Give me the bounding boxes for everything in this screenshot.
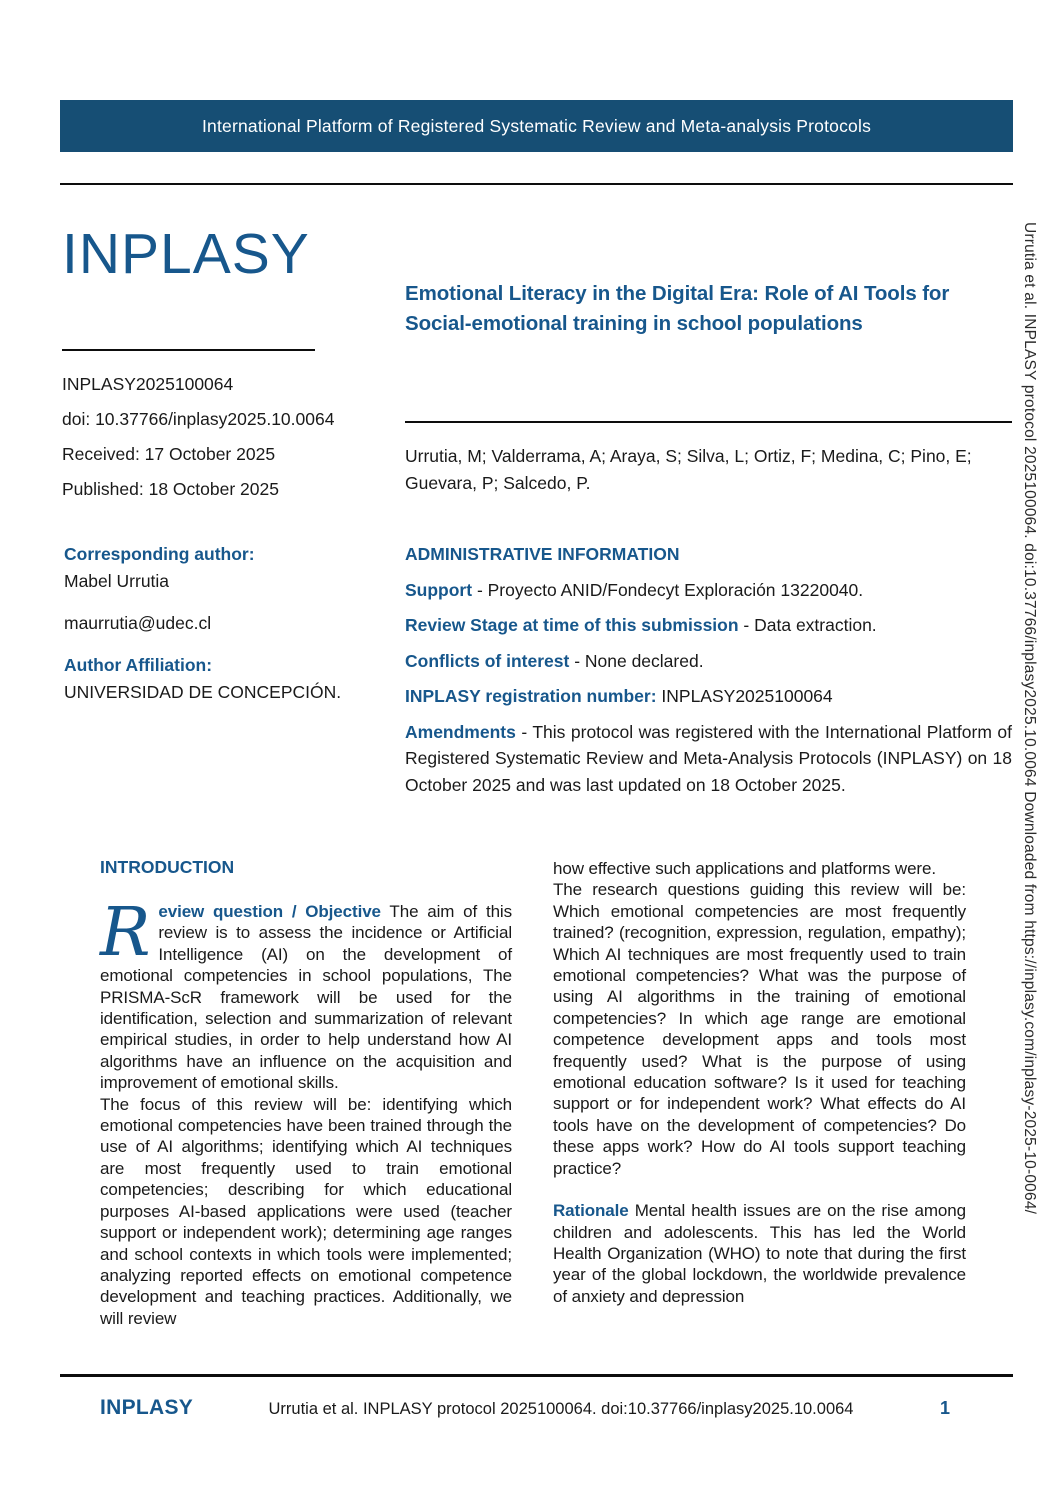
focus-paragraph: The focus of this review will be: identifying which emotional competencies have been trained through the use of AI algorithms; identifying which AI techniques are most frequently used to train emotional competencies; describing for which educational purposes AI-based applications were used (teacher support or independent work); determining age ranges and school contexts in which tools were implemented; analyzing reported effects on emotional competence development and teaching practices. Additionally, we will review [100, 1094, 512, 1328]
admin-value: INPLASY2025100064 [656, 686, 833, 706]
introduction-heading: INTRODUCTION [100, 857, 235, 877]
doi-line: doi: 10.37766/inplasy2025.10.0064 [62, 409, 335, 429]
review-question-label: eview question / Objective [158, 902, 381, 921]
logo-divider [62, 349, 315, 351]
introduction-left-column [100, 893, 513, 1329]
top-divider [60, 183, 1013, 185]
affiliation-name: UNIVERSIDAD DE CONCEPCIÓN. [64, 682, 342, 702]
admin-label: Review Stage at time of this submission [405, 615, 739, 635]
admin-item-registration-number [405, 683, 1012, 710]
admin-item-review-stage [405, 612, 1012, 639]
corresponding-author-email: maurrutia@udec.cl [64, 613, 212, 633]
admin-value: - Proyecto ANID/Fondecyt Exploración 13220040. [472, 579, 864, 600]
author-panel [64, 541, 404, 706]
admin-value: - Data extraction. [738, 615, 877, 635]
administrative-information [405, 541, 1012, 807]
admin-value: - This protocol was registered with the International Platform of Registered Systematic Review and Meta-Analysis Protocols (INPLASY) on 18 October 2025 and was last updated on 18 October 2025. [405, 721, 1012, 795]
admin-label: Support [405, 579, 473, 600]
admin-item-support [405, 577, 1012, 604]
article-title: Emotional Literacy in the Digital Era: Role of AI Tools for Social-emotional training in school populations [405, 282, 950, 335]
rationale-paragraph [553, 1200, 966, 1307]
sidebar-citation: Urrutia et al. INPLASY protocol 2025100064. doi:10.37766/inplasy2025.10.0064 Downloaded from https://inplasy.com/inplasy-2025-10-0064/ [1021, 222, 1038, 1215]
continuation-paragraph: how effective such applications and platforms were. [553, 859, 936, 878]
masthead [62, 222, 402, 515]
rationale-text: Mental health issues are on the rise among children and adolescents. This has led the World Health Organization (WHO) to note that during the first year of the global lockdown, the worldwide prevalence of anxiety and depression [553, 1201, 966, 1306]
author-list: Urrutia, M; Valderrama, A; Araya, S; Silva, L; Ortiz, F; Medina, C; Pino, E; Guevara, P; Salcedo, P. [405, 446, 972, 493]
affiliation-label: Author Affiliation: [64, 655, 213, 675]
rationale-label: Rationale [553, 1201, 629, 1221]
review-question-text: The aim of this review is to assess the incidence or Artificial Intelligence (AI) on the development of emotional competencies in school populations, The PRISMA-ScR framework will be used for the identification, selection and summarization of relevant empirical studies, in order to help understand how AI algorithms have an influence on the acquisition and improvement of emotional skills. [100, 902, 513, 1093]
spacer [64, 637, 404, 652]
admin-label: Amendments [405, 721, 516, 742]
introduction-right-column [553, 858, 966, 1307]
received-date: Received: 17 October 2025 [62, 444, 276, 464]
lead-paragraph [100, 893, 513, 1094]
admin-label: INPLASY registration number: [405, 686, 657, 706]
footer-brand: INPLASY [100, 1396, 194, 1419]
platform-banner [60, 100, 1013, 152]
protocol-meta [62, 375, 402, 499]
footer-citation: Urrutia et al. INPLASY protocol 2025100064. doi:10.37766/inplasy2025.10.0064 [268, 1400, 854, 1418]
inplasy-logo: INPLASY [62, 222, 310, 286]
page-number: 1 [940, 1398, 951, 1418]
research-questions-paragraph: The research questions guiding this review will be: Which emotional competencies are most frequently trained? (recognition, expression, regulation, empathy); Which AI techniques are most frequently used to train emotional competencies? What was the purpose of using AI algorithms in the training of emotional competencies? In which age range are emotional competence development apps and tools most frequently used? What is the purpose of using emotional education software? Is it used for teaching support or for independent work? What effects do AI tools have on the development of competencies? Do these apps work? How do AI tools support teaching practice? [553, 880, 966, 1178]
admin-item-amendments [405, 719, 1012, 799]
admin-heading: ADMINISTRATIVE INFORMATION [405, 544, 680, 564]
registration-id: INPLASY2025100064 [62, 374, 234, 394]
title-divider [405, 421, 1012, 423]
footer-divider [60, 1374, 1013, 1377]
corresponding-author-label: Corresponding author: [64, 544, 255, 564]
platform-banner-text: International Platform of Registered Systematic Review and Meta-analysis Protocols [201, 115, 872, 136]
corresponding-author-name: Mabel Urrutia [64, 571, 170, 591]
dropcap-letter: R [100, 893, 151, 971]
admin-item-conflicts [405, 648, 1012, 675]
admin-value: - None declared. [569, 650, 704, 671]
published-date: Published: 18 October 2025 [62, 479, 279, 499]
admin-label: Conflicts of interest [405, 650, 570, 671]
spacer [64, 595, 404, 610]
